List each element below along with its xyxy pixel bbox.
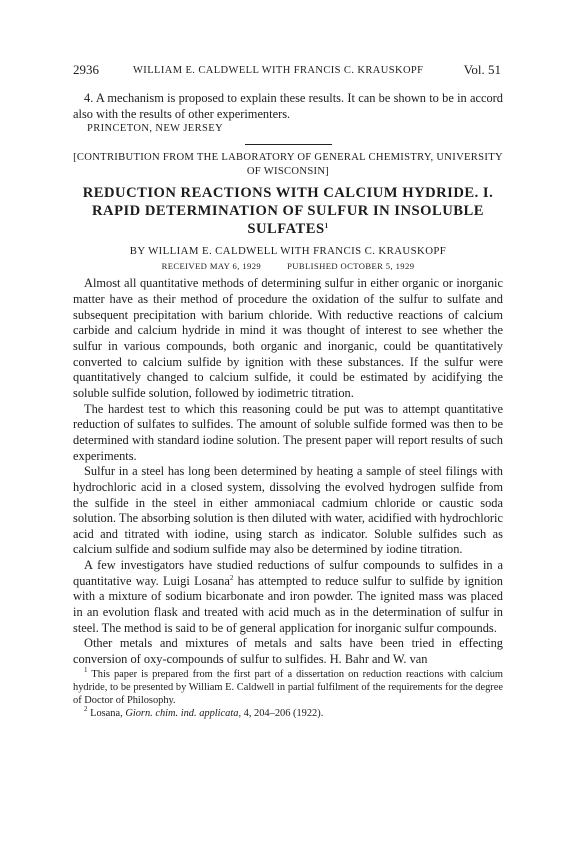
contribution-line: [CONTRIBUTION FROM THE LABORATORY OF GENERAL CHEMISTRY, UNIVERSITY OF WISCONSIN] xyxy=(73,152,503,178)
footnote-2-text-a: Losana, xyxy=(87,707,126,719)
footnote-2-mark: 2 xyxy=(84,704,88,713)
paragraph-4-text-a: A few investigators have studied reductions of sulfur compounds to sulfides in a quantitative way. Luigi Losana xyxy=(73,558,503,588)
title-footnote-mark: 1 xyxy=(324,222,329,231)
footnote-2-journal: Giorn. chim. ind. applicata, xyxy=(125,707,242,719)
paragraph-5: Other metals and mixtures of metals and salts have been tried in effecting conversion of oxy-compounds of sulfur to sulfides. H. Bahr and W. van xyxy=(73,636,503,667)
volume-label: Vol. 51 xyxy=(463,62,501,77)
title-line-2: RAPID DETERMINATION OF SULFUR IN INSOLUBLE xyxy=(92,203,484,220)
published-date: PUBLISHED OCTOBER 5, 1929 xyxy=(287,261,415,272)
previous-article-conclusion: 4. A mechanism is proposed to explain these results. It can be shown to be in accord also with the results of other experimenters. xyxy=(73,91,503,121)
footnote-1 xyxy=(73,665,503,707)
paragraph-2: The hardest test to which this reasoning could be put was to attempt quantitative reduction of sulfates to sulfides. The amount of soluble sulfide formed was then to be determined with standard iodine solution. The present paper will report results of such experiments. xyxy=(73,401,503,463)
paragraph-3: Sulfur in a steel has long been determined by heating a sample of steel filings with hydrochloric acid in a closed system, dissolving the evolved hydrogen sulfide from the sulfide in the steel in either ammoniacal cadmium chloride or caustic soda solution. The absorbing solution is then diluted with water, acidified with hydrochloric acid and titrated with iodine, using starch as indicator. Soluble sulfides such as calcium sulfide and sodium sulfide may also be determined by iodine titration. xyxy=(73,464,503,557)
previous-article-location: PRINCETON, NEW JERSEY xyxy=(87,123,224,135)
footnote-ref-2: 2 xyxy=(229,573,234,582)
received-date: RECEIVED MAY 6, 1929 xyxy=(161,261,262,272)
footnote-2-text-b: 4, 204–206 (1922). xyxy=(241,707,324,719)
paragraph-4 xyxy=(73,558,503,636)
section-divider xyxy=(245,144,332,145)
footnote-2 xyxy=(73,704,503,720)
footnote-1-text: This paper is prepared from the first part of a dissertation on reduction reactions with calcium hydride, to be presented by William E. Caldwell in partial fulfilment of the requirements for the degree of Doctor of Philosophy. xyxy=(73,668,503,706)
footnote-1-mark: 1 xyxy=(84,665,88,674)
author-byline: BY WILLIAM E. CALDWELL WITH FRANCIS C. KRAUSKOPF xyxy=(129,245,447,258)
article-title xyxy=(73,184,503,238)
page-body xyxy=(73,91,503,720)
title-line-3 xyxy=(73,220,503,238)
title-line-3-text: SULFATES xyxy=(247,221,325,238)
page-number: 2936 xyxy=(73,62,99,77)
paragraph-1: Almost all quantitative methods of determining sulfur in either organic or inorganic matter have as their method of procedure the oxidation of the sulfur to sulfate and subsequent precipitation with barium chloride. With reductive reactions of calcium carbide and calcium hydride in mind it was thought of interest to see whether the sulfur in various compounds, both organic and inorganic, could be quantitatively converted to calcium sulfide by ignition with these substances. If the sulfur were quantitatively changed to calcium sulfide, it could be estimated by acidifying the soluble sulfide solution, followed by iodimetric titration. xyxy=(73,276,503,400)
paragraph-4-text-b: has attempted to reduce sulfur to sulfide by ignition with a mixture of sodium bicarbonate and iron powder. The ignited mass was placed in an evolution flask and treated with acid much as in the determination of sulfur in steel. The method is said to be of general application for inorganic sulfur compounds. xyxy=(73,573,503,635)
title-line-1: REDUCTION REACTIONS WITH CALCIUM HYDRIDE. I. xyxy=(82,185,494,202)
article-dates xyxy=(73,260,503,272)
running-head: WILLIAM E. CALDWELL WITH FRANCIS C. KRAUSKOPF xyxy=(133,65,424,76)
